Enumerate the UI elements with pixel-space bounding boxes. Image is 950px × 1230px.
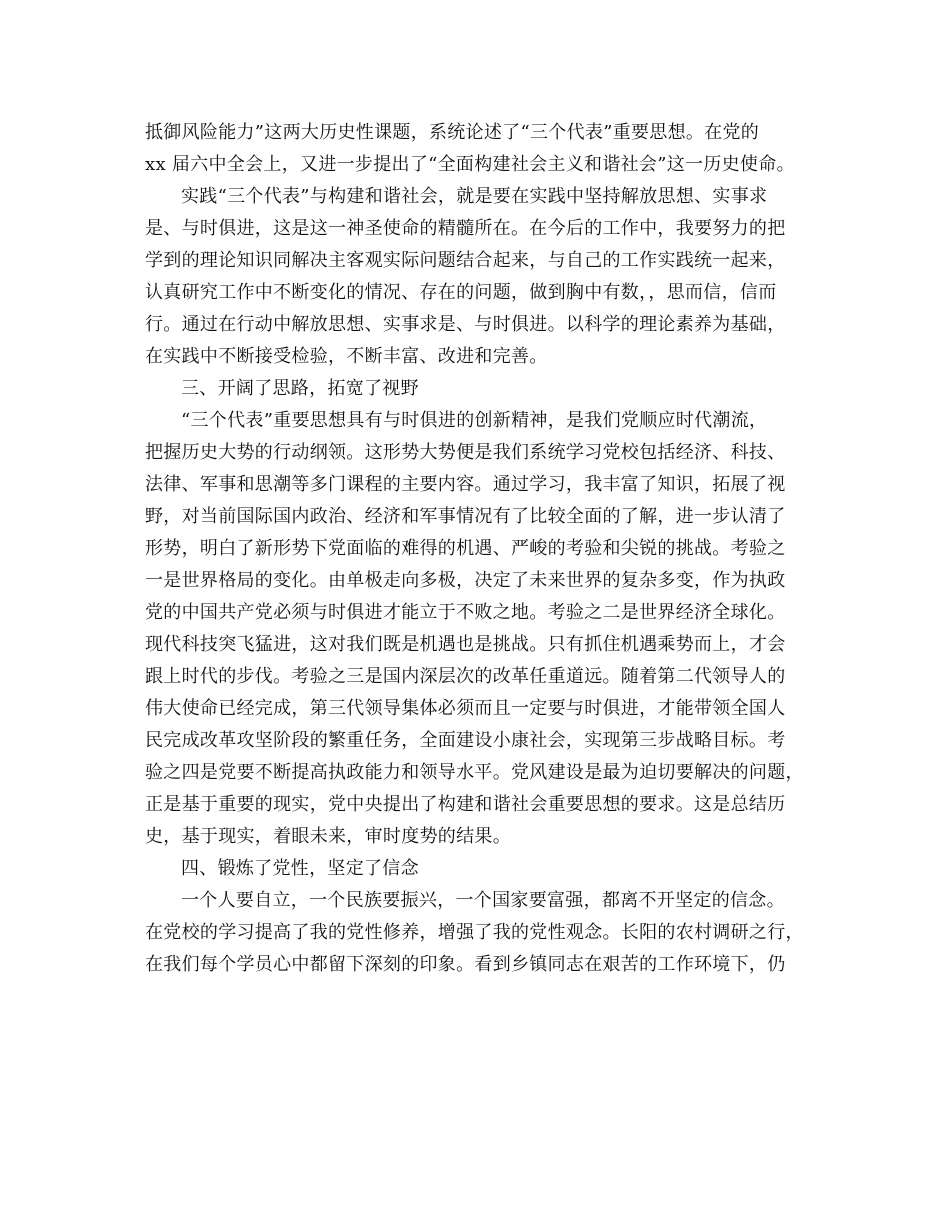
text-line: 实践“三个代表”与构建和谐社会，就是要在实践中坚持解放思想、实事求 bbox=[181, 186, 768, 207]
text-line: 法律、军事和思潮等多门课程的主要内容。通过学习，我丰富了知识，拓展了视 bbox=[145, 474, 786, 495]
text-line: 正是基于重要的现实，党中央提出了构建和谐社会重要思想的要求。这是总结历 bbox=[145, 794, 786, 815]
text-line: 认真研究工作中不断变化的情况、存在的问题，做到胸中有数，，思而信，信而 bbox=[145, 282, 777, 303]
text-line: 在党校的学习提高了我的党性修养，增强了我的党性观念。长阳的农村调研之行， bbox=[145, 922, 804, 943]
text-line: 党的中国共产党必须与时俱进才能立于不败之地。考验之二是世界经济全球化。 bbox=[145, 602, 786, 623]
document-body bbox=[145, 117, 815, 981]
text-line: “三个代表”重要思想具有与时俱进的创新精神，是我们党顺应时代潮流， bbox=[181, 410, 768, 431]
text-line: 形势，明白了新形势下党面临的难得的机遇、严峻的考验和尖锐的挑战。考验之 bbox=[145, 538, 786, 559]
text-line: 是、与时俱进，这是这一神圣使命的精髓所在。在今后的工作中，我要努力的把 bbox=[145, 218, 786, 239]
text-line: 现代科技突飞猛进，这对我们既是机遇也是挑战。只有抓住机遇乘势而上，才会 bbox=[145, 634, 786, 655]
text-line: 跟上时代的步伐。考验之三是国内深层次的改革任重道远。随着第二代领导人的 bbox=[145, 666, 786, 687]
text-line: 把握历史大势的行动纲领。这形势大势便是我们系统学习党校包括经济、科技、 bbox=[145, 442, 786, 463]
text-line: 一个人要自立，一个民族要振兴，一个国家要富强，都离不开坚定的信念。 bbox=[181, 890, 785, 911]
text-line: 在实践中不断接受检验，不断丰富、改进和完善。 bbox=[145, 346, 548, 367]
text-line: 抵御风险能力”这两大历史性课题，系统论述了“三个代表”重要思想。在党的 bbox=[145, 122, 760, 143]
text-line: 野，对当前国际国内政治、经济和军事情况有了比较全面的了解，进一步认清了 bbox=[145, 506, 786, 527]
text-line: xx 届六中全会上，又进一步提出了“全面构建社会主义和谐社会”这一历史使命。 bbox=[145, 154, 795, 175]
text-line: 行。通过在行动中解放思想、实事求是、与时俱进。以科学的理论素养为基础， bbox=[145, 314, 786, 335]
text-line: 史，基于现实，着眼未来，审时度势的结果。 bbox=[145, 826, 511, 847]
text-line: 一是世界格局的变化。由单极走向多极，决定了未来世界的复杂多变，作为执政 bbox=[145, 570, 786, 591]
text-line: 三、开阔了思路，拓宽了视野 bbox=[181, 378, 419, 399]
text-line: 伟大使命已经完成，第三代领导集体必须而且一定要与时俱进，才能带领全国人 bbox=[145, 698, 786, 719]
text-line: 验之四是党要不断提高执政能力和领导水平。党风建设是最为迫切要解决的问题， bbox=[145, 762, 804, 783]
text-line: 四、锻炼了党性，坚定了信念 bbox=[181, 858, 419, 879]
text-line: 学到的理论知识同解决主客观实际问题结合起来，与自己的工作实践统一起来， bbox=[145, 250, 786, 271]
text-line: 民完成改革攻坚阶段的繁重任务，全面建设小康社会，实现第三步战略目标。考 bbox=[145, 730, 786, 751]
text-line: 在我们每个学员心中都留下深刻的印象。看到乡镇同志在艰苦的工作环境下，仍 bbox=[145, 954, 786, 975]
